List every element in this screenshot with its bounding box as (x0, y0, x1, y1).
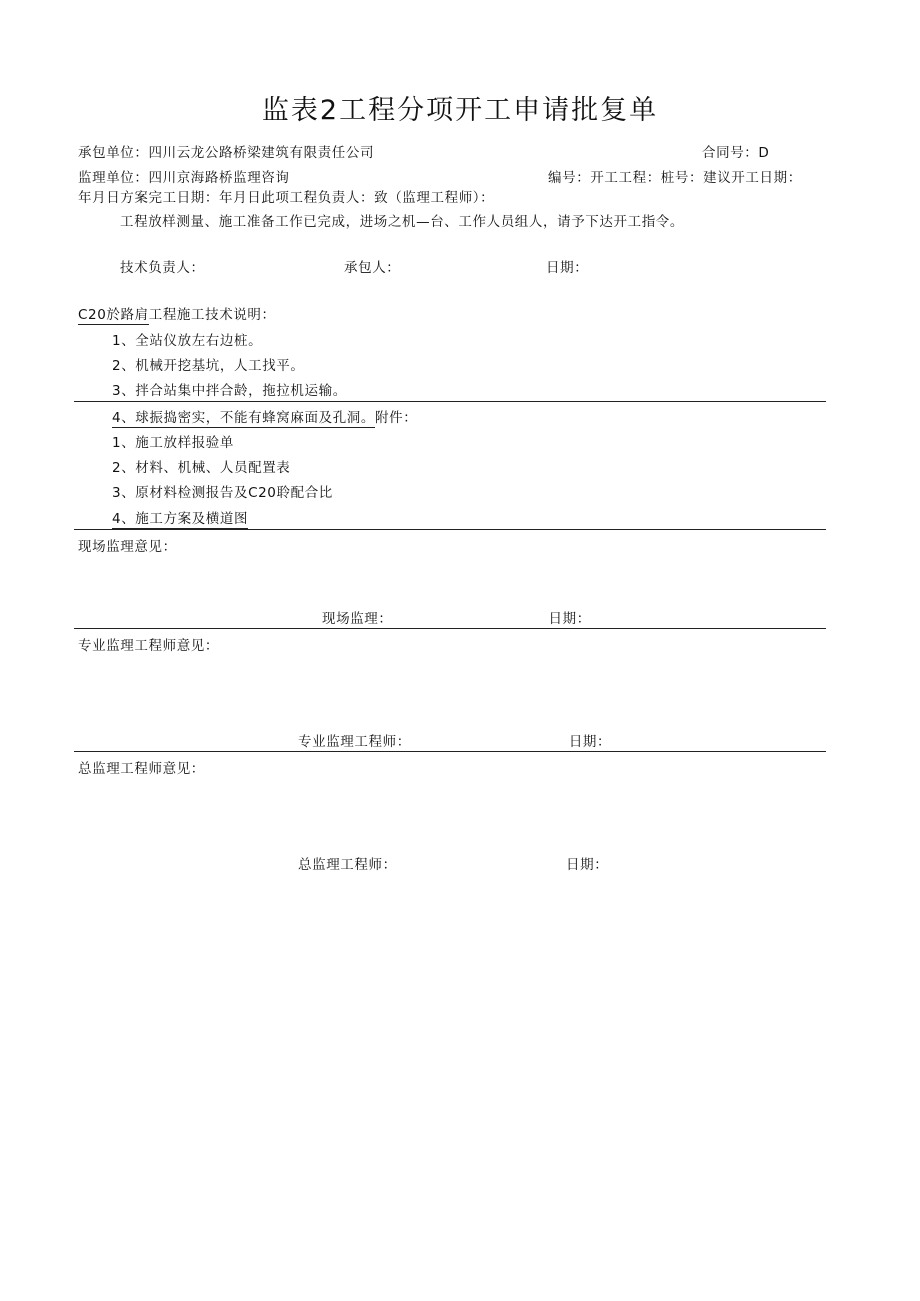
tech-item-2: 2、机械开挖基坑，人工找平。 (112, 358, 305, 374)
contract-number: 合同号：D (702, 145, 770, 161)
chief-date-label: 日期： (566, 857, 609, 873)
form-title: 监表2工程分项开工申请批复单 (261, 95, 659, 126)
tech-heading-item: C20於路肩 (78, 307, 149, 323)
start-request: 工程放样测量、施工准备工作已完成，进场之机—台、工作人员组人，请予下达开工指令。 (120, 214, 684, 230)
tech-item-4: 4、球振捣密实，不能有蜂窝麻面及孔洞。 (112, 410, 375, 426)
attachment-4: 4、施工方案及横道图 (112, 511, 249, 527)
date-label-1: 日期： (546, 260, 589, 276)
site-supervisor-label: 现场监理： (322, 611, 393, 627)
site-opinion-label: 现场监理意见： (78, 539, 177, 555)
supervision-unit: 监理单位：四川京海路桥监理咨询 (78, 170, 290, 186)
contractor-unit: 承包单位：四川云龙公路桥梁建筑有限责任公司 (78, 145, 375, 161)
contractor-person-label: 承包人： (344, 260, 401, 276)
attachment-4-row (112, 510, 248, 528)
specialist-date-label: 日期： (568, 734, 612, 750)
site-date-label: 日期： (548, 611, 591, 627)
chief-engineer-label: 总监理工程师： (298, 857, 397, 873)
divider-3 (74, 628, 826, 629)
specialist-sign-row (298, 733, 611, 752)
schedule-line: 年月日方案完工日期：年月日此项工程负责人：致（监理工程师）： (78, 190, 495, 206)
site-sign-row (322, 610, 591, 629)
tech-item-3: 3、拌合站集中拌合龄，拖拉机运输。 (112, 383, 347, 399)
attachments-label: 附件： (375, 410, 418, 426)
specialist-opinion-label: 专业监理工程师意见： (78, 638, 219, 654)
specialist-engineer-label: 专业监理工程师： (298, 734, 411, 750)
attachment-1: 1、施工放样报验单 (112, 435, 234, 451)
attachment-3: 3、原材料检测报告及C20聆配合比 (112, 485, 333, 501)
tech-heading (78, 306, 276, 324)
divider-4 (74, 751, 826, 752)
chief-opinion-label: 总监理工程师意见： (78, 761, 205, 777)
tech-lead-label: 技术负责人： (120, 260, 205, 276)
site-supervisor-blank (393, 614, 543, 629)
divider-2 (74, 529, 826, 530)
tech-item-1: 1、全站仪放左右边桩。 (112, 333, 263, 349)
attachment-2: 2、材料、机械、人员配置表 (112, 460, 291, 476)
tech-heading-rest: 工程施工技术说明： (148, 307, 276, 323)
divider-1 (74, 401, 826, 402)
tech-item-4-row (112, 409, 417, 427)
specialist-engineer-blank (411, 737, 563, 752)
project-fields: 编号：开工工程：桩号：建议开工日期： (548, 170, 802, 186)
